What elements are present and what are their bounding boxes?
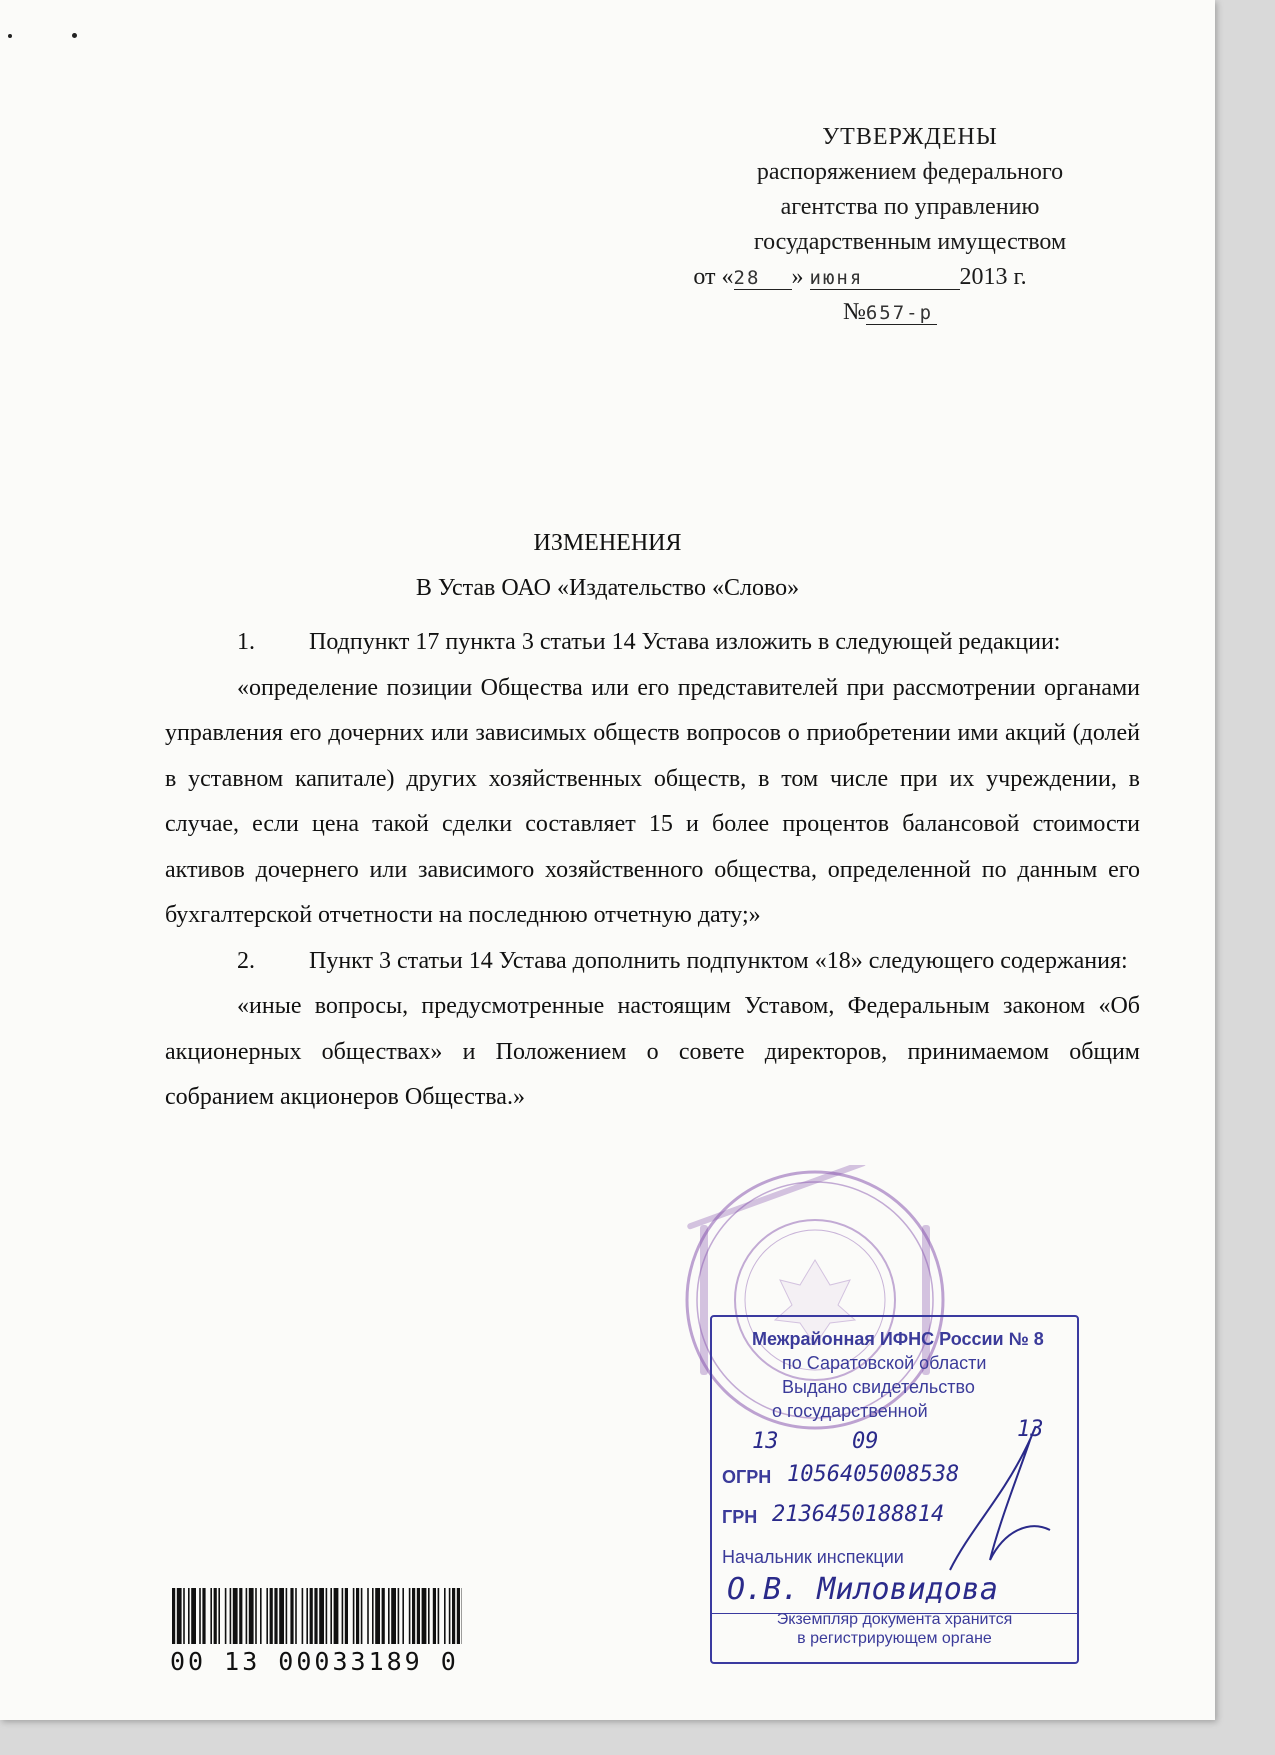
signature-scribble-icon (930, 1410, 1090, 1580)
stamp-line: о государственной (772, 1401, 928, 1421)
item-number: 1. (237, 629, 255, 655)
stamp-grn-value: 2136450188814 (772, 1502, 945, 1527)
stamp-footer-line: в регистрирующем органе (797, 1630, 992, 1647)
date-month: июня (810, 267, 960, 290)
stamp-date-day: 13 (752, 1429, 779, 1454)
approval-line: распоряжением федерального (756, 159, 1064, 185)
approval-number (660, 295, 1120, 330)
approval-line: государственным имуществом (753, 229, 1067, 255)
date-year: 2013 г. (959, 264, 1027, 290)
item-2-quote: «иные вопросы, предусмотренные настоящим Уставом, Федеральным законом «Об акционерных обществах» и Положением о совете директоров, принимаемом общим собранием акционеров Общества.» (165, 993, 1140, 1110)
stamp-date-month: 09 (852, 1429, 879, 1454)
date-prefix: от « (693, 264, 734, 290)
stamp-date-year: 13 (1017, 1417, 1044, 1442)
item-text: Подпункт 17 пункта 3 статьи 14 Устава изложить в следующей редакции: (309, 629, 1061, 655)
stamp-signature: О.В. Миловидова (727, 1572, 998, 1607)
stamp-grn-label: ГРН (722, 1507, 758, 1527)
number-value: 657-р (866, 302, 937, 325)
stamp-line: по Саратовской области (782, 1353, 987, 1373)
item-1-quote: «определение позиции Общества или его представителей при рассмотрении органами управления его дочерних или зависимых обществ вопросов о приобретении ими акций (долей в уставном капитале) других хозяйственных обществ, в том числе при их учреждении, в случае, если цена такой сделки составляет 15 и более процентов балансовой стоимости активов дочернего или зависимого хозяйственного общества, определенной по данным его бухгалтерской отчетности на последнюю отчетную дату;» (165, 674, 1140, 928)
document-subheading: В Устав ОАО «Издательство «Слово» (415, 575, 800, 601)
amendments-body (165, 620, 1140, 1121)
stamp-footer-line: Экземпляр документа хранится (776, 1611, 1013, 1628)
date-day: 28 (734, 267, 792, 290)
stamp-footer (712, 1610, 1077, 1648)
item-2 (165, 939, 1140, 985)
scan-speck (8, 34, 12, 38)
stamp-line: Межрайонная ИФНС России № 8 (752, 1329, 1044, 1349)
stamp-ogrn-value: 1056405008538 (787, 1462, 960, 1487)
date-mid: » (791, 264, 804, 290)
approval-date (600, 260, 1120, 295)
item-text: Пункт 3 статьи 14 Устава дополнить подпунктом «18» следующего содержания: (309, 947, 1128, 974)
stamp-ogrn-label: ОГРН (722, 1467, 772, 1487)
number-prefix: № (842, 299, 866, 325)
item-number: 2. (237, 947, 255, 974)
approval-block (693, 120, 1120, 330)
approval-title: УТВЕРЖДЕНЫ (822, 124, 998, 150)
approval-line: агентства по управлению (780, 194, 1040, 220)
barcode-number: 00 13 00033189 0 (170, 1647, 459, 1676)
stamp-chief-label: Начальник инспекции (722, 1547, 904, 1567)
document-heading: ИЗМЕНЕНИЯ (533, 530, 682, 556)
stamp-line: Выдано свидетельство (782, 1377, 975, 1397)
barcode-icon (172, 1588, 462, 1644)
item-1 (165, 620, 1140, 666)
scan-speck (72, 33, 77, 38)
